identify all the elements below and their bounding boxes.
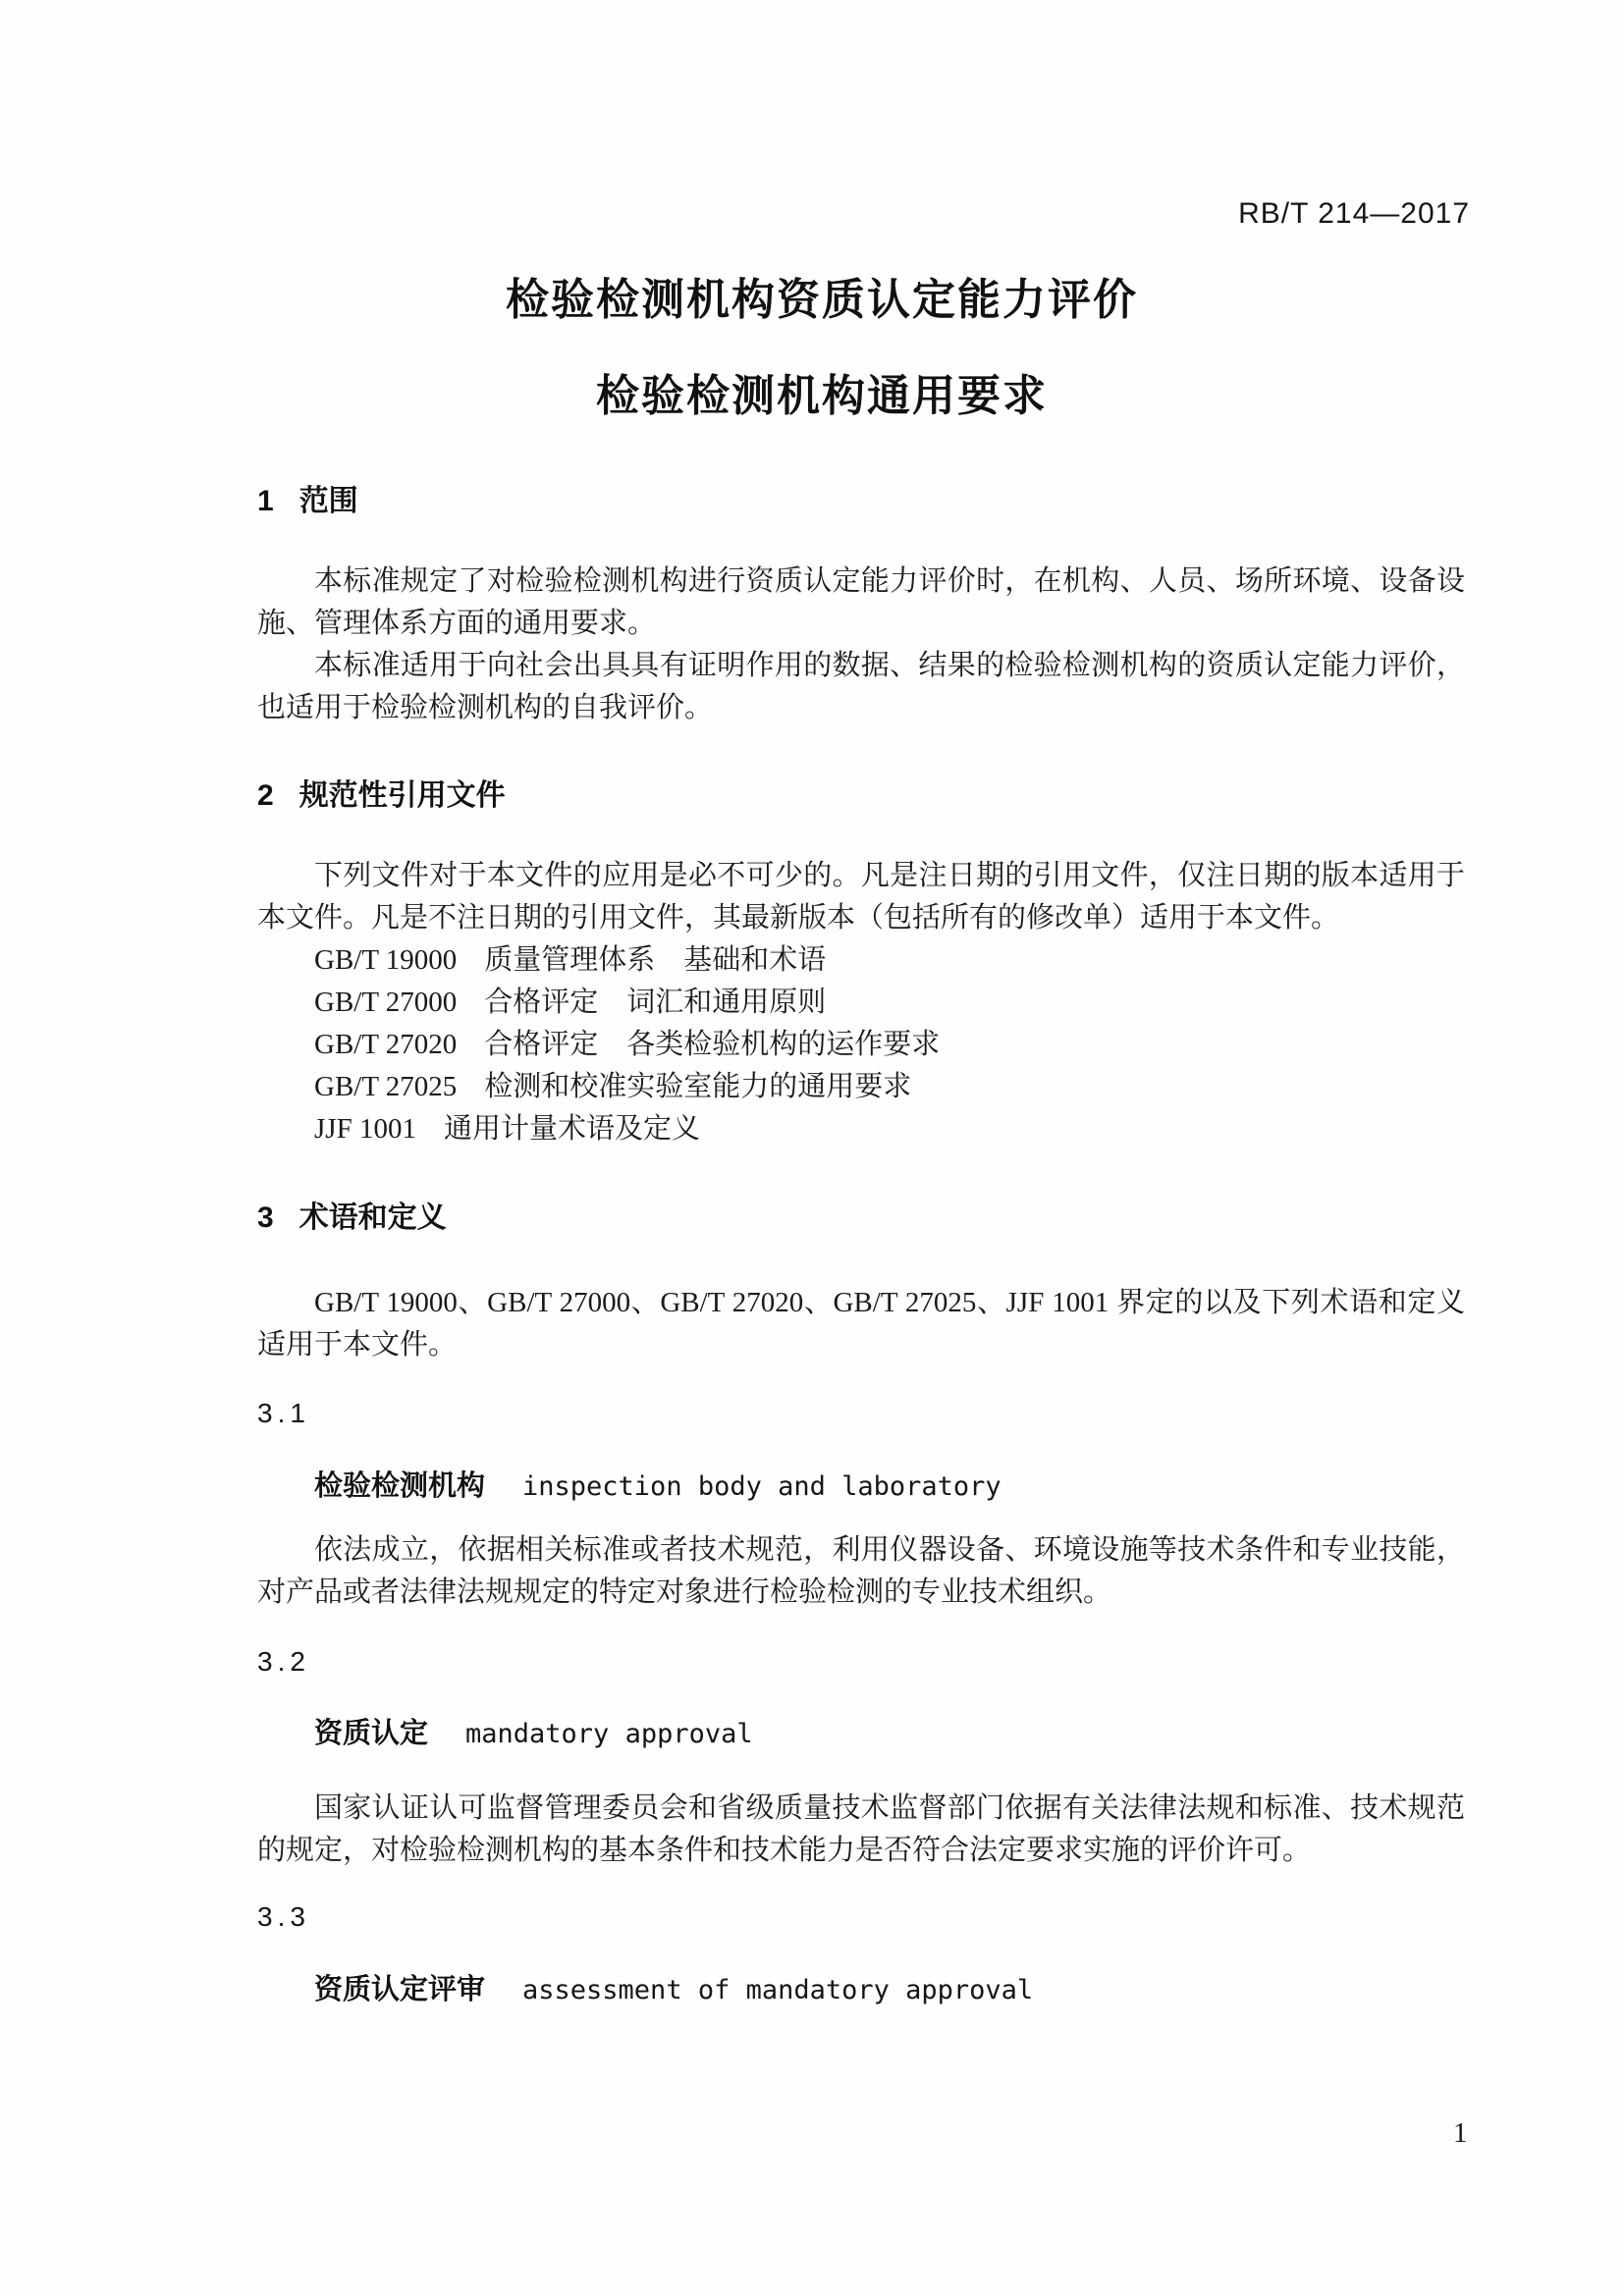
reference-code: JJF 1001: [314, 1113, 416, 1145]
term-definition-3-2: [257, 1788, 1465, 1872]
reference-title: 合格评定 词汇和通用原则: [484, 987, 827, 1018]
clause-number-3-3: 3.3: [257, 1901, 310, 1932]
reference-item: [257, 1024, 1465, 1066]
section-number: 2: [257, 779, 274, 812]
reference-title: 检测和校准实验室能力的通用要求: [484, 1071, 912, 1102]
term-heading-3-3: [257, 1969, 1465, 2015]
section-title: 术语和定义: [298, 1201, 447, 1234]
page-number: 1: [1453, 2117, 1468, 2149]
reference-code: GB/T 27020: [314, 1029, 458, 1060]
reference-code: GB/T 27000: [314, 987, 458, 1018]
section-1-heading: [257, 480, 358, 522]
term-chinese: 检验检测机构: [314, 1470, 486, 1502]
section-title: 规范性引用文件: [298, 779, 506, 812]
section-number: 3: [257, 1201, 274, 1234]
reference-item: [257, 1108, 1465, 1150]
reference-code: GB/T 19000: [314, 944, 458, 976]
reference-title: 质量管理体系 基础和术语: [484, 944, 827, 976]
section-number: 1: [257, 485, 274, 517]
paragraph: 国家认证认可监督管理委员会和省级质量技术监督部门依据有关法律法规和标准、技术规范的规定，对检验检测机构的基本条件和技术能力是否符合法定要求实施的评价许可。: [257, 1792, 1465, 1866]
paragraph: 下列文件对于本文件的应用是必不可少的。凡是注日期的引用文件，仅注日期的版本适用于本文件。凡是不注日期的引用文件，其最新版本（包括所有的修改单）适用于本文件。: [257, 860, 1465, 934]
doc-code: RB/T 214—2017: [1238, 197, 1470, 230]
reference-item: [257, 982, 1465, 1024]
term-heading-3-1: [257, 1466, 1465, 1512]
section-title: 范围: [298, 485, 358, 517]
term-english: mandatory approval: [465, 1719, 753, 1749]
reference-code: GB/T 27025: [314, 1071, 458, 1102]
term-english: assessment of mandatory approval: [522, 1975, 1034, 2005]
term-definition-3-1: [257, 1529, 1465, 1614]
section-3-intro: [257, 1282, 1465, 1366]
reference-item: [257, 939, 1465, 982]
paragraph: 本标准适用于向社会出具具有证明作用的数据、结果的检验检测机构的资质认定能力评价，也适用于检验检测机构的自我评价。: [257, 650, 1465, 723]
section-3-heading: [257, 1197, 447, 1239]
paragraph: 依法成立，依据相关标准或者技术规范，利用仪器设备、环境设施等技术条件和专业技能，对产品或者法律法规规定的特定对象进行检验检测的专业技术组织。: [257, 1534, 1465, 1608]
section-1-body: [257, 561, 1465, 729]
page-title-line2: 检验检测机构通用要求: [596, 372, 1048, 420]
page-title-line1: 检验检测机构资质认定能力评价: [506, 276, 1138, 324]
section-2-body: [257, 855, 1465, 1150]
paragraph: GB/T 19000、GB/T 27000、GB/T 27020、GB/T 27025、JJF 1001 界定的以及下列术语和定义适用于本文件。: [257, 1287, 1465, 1361]
paragraph: 本标准规定了对检验检测机构进行资质认定能力评价时，在机构、人员、场所环境、设备设施、管理体系方面的通用要求。: [257, 565, 1465, 639]
term-chinese: 资质认定评审: [314, 1974, 486, 2005]
section-2-heading: [257, 774, 506, 817]
term-english: inspection body and laboratory: [522, 1471, 1001, 1502]
reference-title: 通用计量术语及定义: [443, 1113, 700, 1145]
clause-number-3-1: 3.1: [257, 1398, 310, 1428]
reference-title: 合格评定 各类检验机构的运作要求: [484, 1029, 941, 1060]
clause-number-3-2: 3.2: [257, 1646, 310, 1677]
reference-item: [257, 1066, 1465, 1108]
term-heading-3-2: [257, 1713, 1465, 1759]
term-chinese: 资质认定: [314, 1718, 429, 1749]
